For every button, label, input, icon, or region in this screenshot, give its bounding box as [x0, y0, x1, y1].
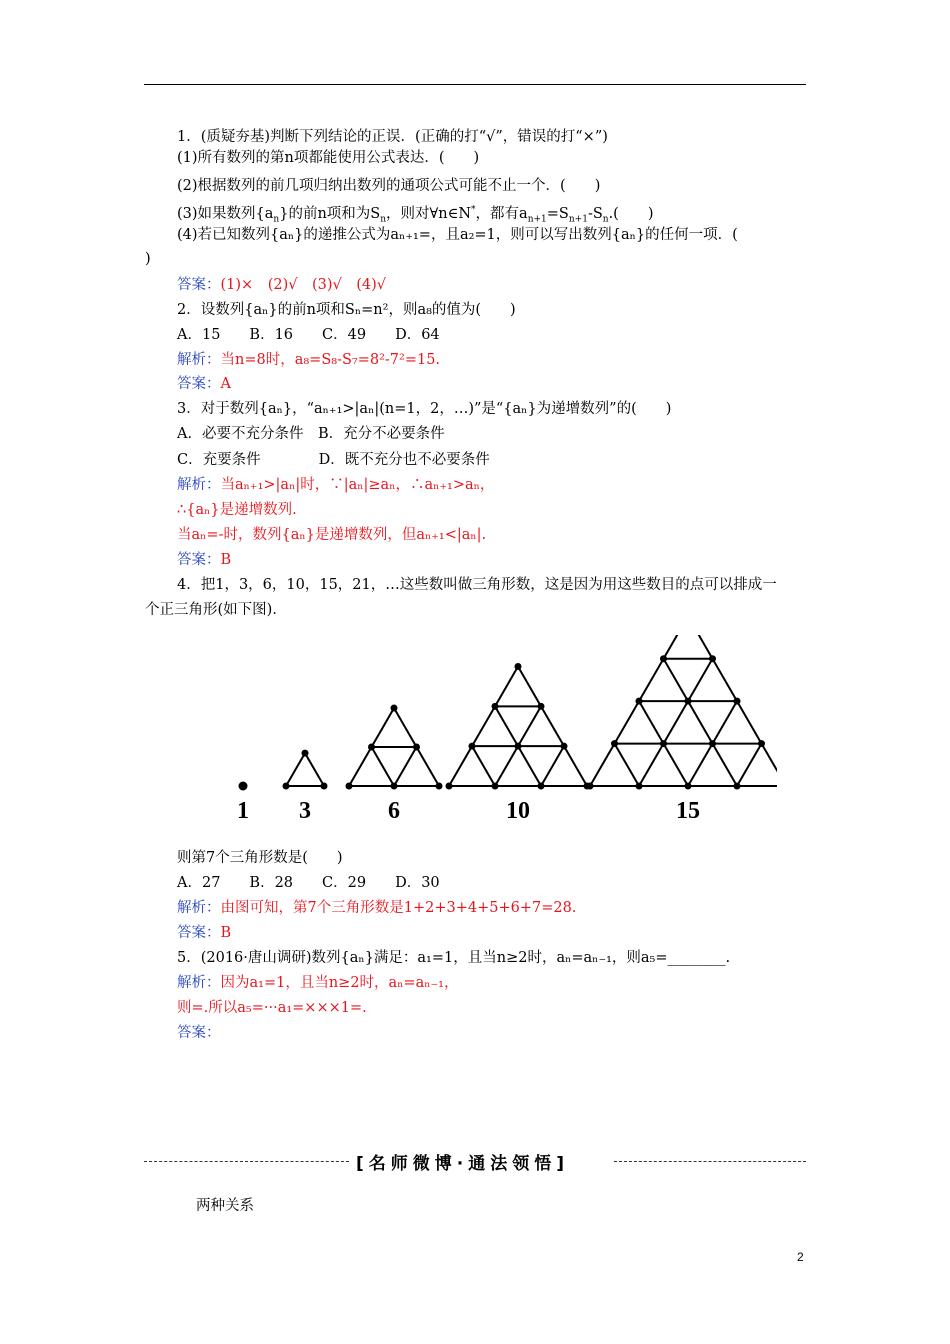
triangle-edge — [615, 744, 640, 786]
q4-stem-cont: 个正三角形(如下图)． — [145, 602, 287, 618]
solution-4: 解析：由图可知，第7个三角形数是1+2+3+4+5+6+7=28. — [177, 900, 577, 916]
banner-dash-right — [614, 1161, 806, 1162]
answer-2: 答案：A — [177, 376, 231, 392]
dot — [685, 698, 692, 705]
dot — [492, 783, 499, 790]
triangle-edge — [688, 659, 713, 701]
dot — [611, 740, 618, 747]
figure-label-3: 3 — [299, 798, 311, 824]
dot — [734, 698, 741, 705]
dot — [368, 744, 375, 751]
dot — [446, 783, 453, 790]
dot — [709, 655, 716, 662]
dot — [436, 783, 443, 790]
triangle-edge — [495, 746, 518, 786]
triangle-edge — [518, 746, 541, 786]
triangle-edge — [449, 746, 472, 786]
page-number: 2 — [797, 1250, 804, 1264]
triangular-numbers-figure — [232, 635, 777, 825]
banner-title: [名师微博·通法领悟] — [356, 1154, 569, 1174]
triangle-edge — [518, 706, 541, 746]
triangle-edge — [564, 746, 587, 786]
dot — [321, 783, 328, 790]
triangle-edge — [286, 753, 305, 786]
triangle-edge — [762, 744, 778, 786]
triangle-edge — [688, 701, 713, 743]
solution-3-line3: 当aₙ=-时，数列{aₙ}是递增数列，但aₙ₊₁<|aₙ|. — [177, 527, 487, 543]
q4-question: 则第7个三角形数是( ) — [177, 850, 343, 866]
triangle-edge — [664, 701, 689, 743]
figure-label-10: 10 — [506, 798, 530, 824]
dot — [240, 783, 247, 790]
triangle-edge — [305, 753, 324, 786]
triangle-edge — [372, 747, 395, 786]
dot — [660, 655, 667, 662]
header-rule — [144, 84, 806, 85]
dot — [515, 743, 522, 750]
q1-item3: (3)如果数列$\{a_n\}$的前n项和为$S_n$，则对∀n∈N*，都有$a_{n+1}=S_{n+1}-S_n$.( ) — [177, 205, 654, 225]
triangle-edge — [518, 666, 541, 706]
dot — [636, 698, 643, 705]
dot — [391, 705, 398, 712]
section-heading: 两种关系 — [196, 1198, 254, 1214]
q2-options: A．15 B．16 C．49 D．64 — [177, 327, 440, 343]
dot — [685, 783, 692, 790]
triangle-edge — [495, 706, 518, 746]
figure-label-1: 1 — [237, 798, 249, 824]
triangle-edge — [372, 708, 395, 747]
dot — [758, 740, 765, 747]
q1-item4-cont: ) — [145, 251, 151, 267]
dot — [636, 783, 643, 790]
dot — [587, 783, 594, 790]
q2-stem: 2．设数列{aₙ}的前n项和Sₙ=n²，则a₈的值为( ) — [177, 302, 516, 318]
triangle-edge — [688, 744, 713, 786]
q3-stem: 3．对于数列{aₙ}，“aₙ₊₁>|aₙ|(n=1，2，…)”是“{aₙ}为递增数列”的( ) — [177, 401, 672, 417]
triangle-edge — [737, 744, 762, 786]
answer-1: 答案：(1)× (2)√ (3)√ (4)√ — [177, 277, 387, 293]
triangle-edge — [639, 659, 664, 701]
dot — [346, 783, 353, 790]
q5-stem: 5．(2016·唐山调研)数列{aₙ}满足：a₁=1，且当n≥2时，aₙ=aₙ₋₁，则a₅=________. — [177, 950, 731, 966]
triangle-edge — [349, 747, 372, 786]
triangle-edge — [394, 747, 417, 786]
triangle-edge — [394, 708, 417, 747]
dot — [413, 744, 420, 751]
triangle-edge — [664, 744, 689, 786]
triangle-edge — [417, 747, 440, 786]
triangle-edge — [688, 635, 713, 659]
dot — [538, 703, 545, 710]
dot — [469, 743, 476, 750]
q4-stem: 4．把1，3，6，10，15，21，…这些数叫做三角形数，这是因为用这些数目的点可以排成一 — [177, 577, 777, 593]
q1-item4: (4)若已知数列{aₙ}的递推公式为aₙ₊₁=，且a₂=1，则可以写出数列{aₙ}的任何一项．( — [177, 227, 738, 243]
dot — [538, 783, 545, 790]
q1-item2: (2)根据数列的前几项归纳出数列的通项公式可能不止一个．( ) — [177, 178, 601, 194]
triangle-edge — [472, 746, 495, 786]
solution-5-line2: 则=.所以a₅=···a₁=×××1=. — [177, 1000, 367, 1016]
triangle-edge — [737, 701, 762, 743]
solution-3-line2: ∴{aₙ}是递增数列. — [177, 502, 297, 518]
dot — [391, 783, 398, 790]
section-banner — [144, 1143, 806, 1179]
q1-stem: 1．(质疑夯基)判断下列结论的正误．(正确的打“√”，错误的打“×”) — [177, 129, 608, 145]
triangle-edge — [495, 666, 518, 706]
triangle-edge — [713, 744, 738, 786]
triangle-edge — [472, 706, 495, 746]
dot — [492, 703, 499, 710]
dot — [283, 783, 290, 790]
dot — [734, 783, 741, 790]
solution-2: 解析：当n=8时，a₈=S₈-S₇=8²-7²=15. — [177, 352, 441, 368]
answer-5: 答案： — [177, 1025, 221, 1041]
dot — [302, 750, 309, 757]
solution-3: 解析：当aₙ₊₁>|aₙ|时，∵|aₙ|≥aₙ，∴aₙ₊₁>aₙ， — [177, 477, 495, 493]
q1-item1: (1)所有数列的第n项都能使用公式表达．( ) — [177, 150, 480, 166]
triangle-edge — [713, 659, 738, 701]
triangle-edge — [664, 635, 689, 659]
triangle-edge — [639, 744, 664, 786]
triangle-edge — [639, 701, 664, 743]
dot — [709, 740, 716, 747]
q3-options-ab: A．必要不充分条件 B．充分不必要条件 — [177, 426, 445, 442]
q4-options: A．27 B．28 C．29 D．30 — [177, 875, 440, 891]
dot — [515, 663, 522, 670]
triangle-edge — [713, 701, 738, 743]
triangle-edge — [664, 659, 689, 701]
triangle-edge — [590, 744, 615, 786]
answer-4: 答案：B — [177, 925, 232, 941]
dot — [561, 743, 568, 750]
figure-label-15: 15 — [676, 798, 700, 824]
banner-dash-left — [144, 1161, 349, 1162]
solution-5: 解析：因为a₁=1，且当n≥2时，aₙ=aₙ₋₁， — [177, 975, 459, 991]
triangle-edge — [541, 706, 564, 746]
dot — [660, 740, 667, 747]
figure-label-6: 6 — [388, 798, 400, 824]
triangle-edge — [541, 746, 564, 786]
triangle-edge — [615, 701, 640, 743]
q3-options-cd: C．充要条件 D．既不充分也不必要条件 — [177, 452, 490, 468]
answer-3: 答案：B — [177, 552, 232, 568]
